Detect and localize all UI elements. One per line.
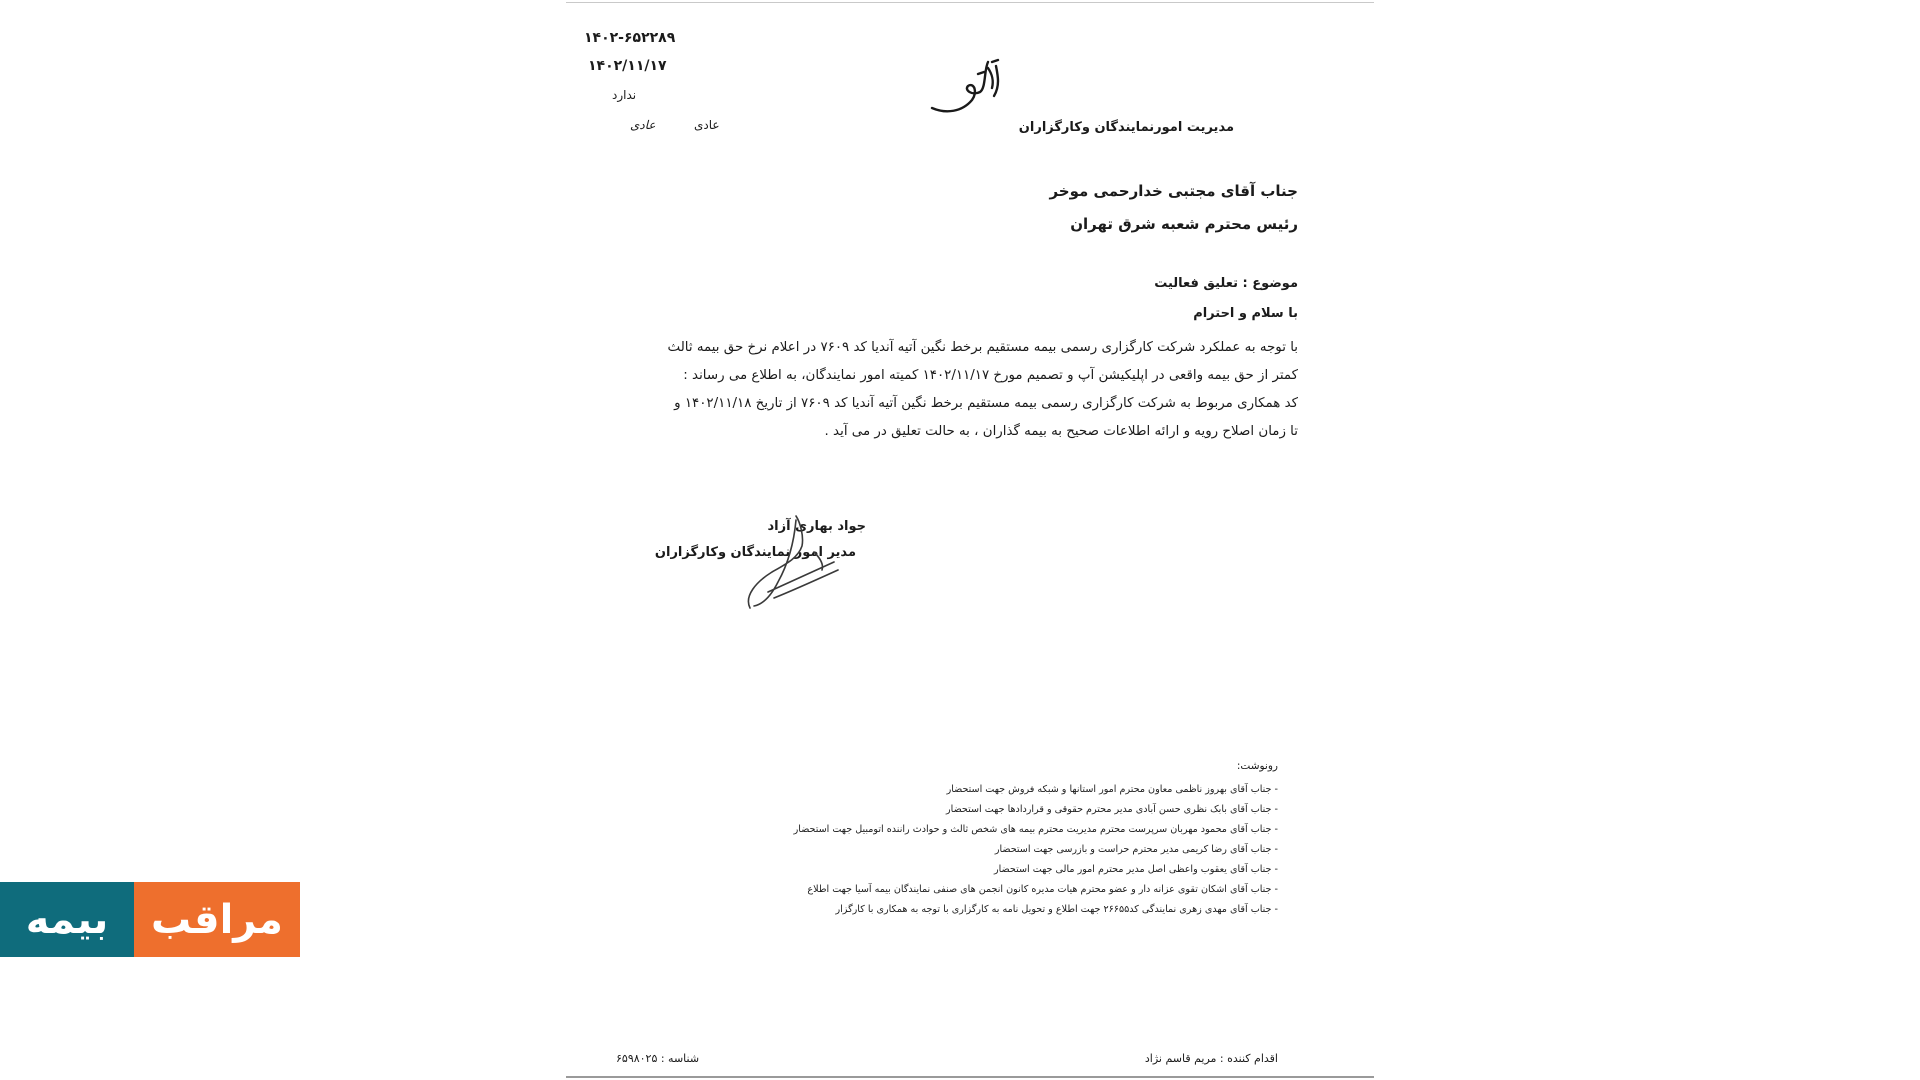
badge-word-bime: بیمه [0, 882, 134, 957]
body-line: با توجه به عملکرد شرکت کارگزاری رسمی بیمه مستقیم برخط نگین آتیه آندیا کد ۷۶۰۹ در اعلام نرخ حق بیمه ثالث [667, 340, 1298, 355]
badge-word-moraqeb: مراقب [134, 882, 300, 957]
brand-badge [0, 882, 300, 957]
classification-1: عادی [694, 118, 720, 132]
letter-number: ۱۴۰۲-۶۵۲۲۸۹ [584, 30, 676, 46]
top-rule [566, 2, 1374, 3]
cc-list [794, 780, 1278, 920]
cc-item: - جناب آقای مهدی زهری نمایندگی کد۲۶۶۵۵ جهت اطلاع و تحویل نامه به کارگزاری با توجه به همکاری با کارگزار [835, 904, 1278, 915]
addressee-name: جناب آقای مجتبی خدارحمی موخر [1049, 182, 1298, 200]
header-signature [928, 56, 1008, 116]
letter-page [566, 0, 1374, 1080]
classification-2: عادی [630, 118, 656, 132]
letter-body [667, 334, 1298, 446]
cc-item: - جناب آقای اشکان تقوی عزانه دار و عضو محترم هیات مدیره کانون انجمن های صنفی نمایندگان بیمه آسیا جهت اطلاع [807, 884, 1278, 895]
signer-title: مدیر امور نمایندگان وکارگزاران [654, 545, 856, 560]
body-line: کمتر از حق بیمه واقعی در اپلیکیشن آپ و تصمیم مورخ ۱۴۰۲/۱۱/۱۷ کمیته امور نمایندگان، به اطلاع می رساند : [683, 368, 1298, 383]
letter-attachment: ندارد [612, 88, 637, 102]
cc-item: - جناب آقای بهروز ناظمی معاون محترم امور استانها و شبکه فروش جهت استحضار [946, 784, 1278, 795]
bottom-rule [566, 1076, 1374, 1078]
signature [738, 512, 848, 616]
cc-item: - جناب آقای رضا کریمی مدیر محترم حراست و بازرسی جهت استحضار [994, 844, 1278, 855]
department-title: مدیریت امورنمایندگان وکارگزاران [1018, 120, 1234, 135]
letter-greeting: با سلام و احترام [1193, 306, 1298, 321]
body-line: تا زمان اصلاح رویه و ارائه اطلاعات صحیح به بیمه گذاران ، به حالت تعلیق در می آید . [824, 424, 1298, 439]
cc-title: رونوشت: [1236, 760, 1278, 772]
cc-item: - جناب آقای بابک نظری حسن آبادی مدیر محترم حقوقی و قراردادها جهت استحضار [946, 804, 1278, 815]
letter-subject: موضوع : تعلیق فعالیت [1154, 276, 1298, 291]
body-line: کد همکاری مربوط به شرکت کارگزاری رسمی بیمه مستقیم برخط نگین آتیه آندیا کد ۷۶۰۹ از تاریخ ۱۴۰۲/۱۱/۱۸ و [674, 396, 1298, 411]
signer-name: جواد بهاری آزاد [767, 519, 866, 534]
action-by: اقدام کننده : مریم قاسم نژاد [1144, 1052, 1278, 1065]
letter-date: ۱۴۰۲/۱۱/۱۷ [588, 58, 667, 74]
header-signature-drawing [928, 56, 1008, 116]
signature-drawing [738, 512, 848, 616]
cc-item: - جناب آقای یعقوب واعظی اصل مدیر محترم امور مالی جهت استحضار [994, 864, 1278, 875]
cc-item: - جناب آقای محمود مهربان سرپرست محترم مدیریت محترم بیمه های شخص ثالث و حوادث راننده اتومبیل جهت استحضار [793, 824, 1278, 835]
document-id: شناسه : ۶۵۹۸۰۲۵ [616, 1052, 700, 1065]
addressee-title: رئیس محترم شعبه شرق تهران [1070, 215, 1298, 233]
